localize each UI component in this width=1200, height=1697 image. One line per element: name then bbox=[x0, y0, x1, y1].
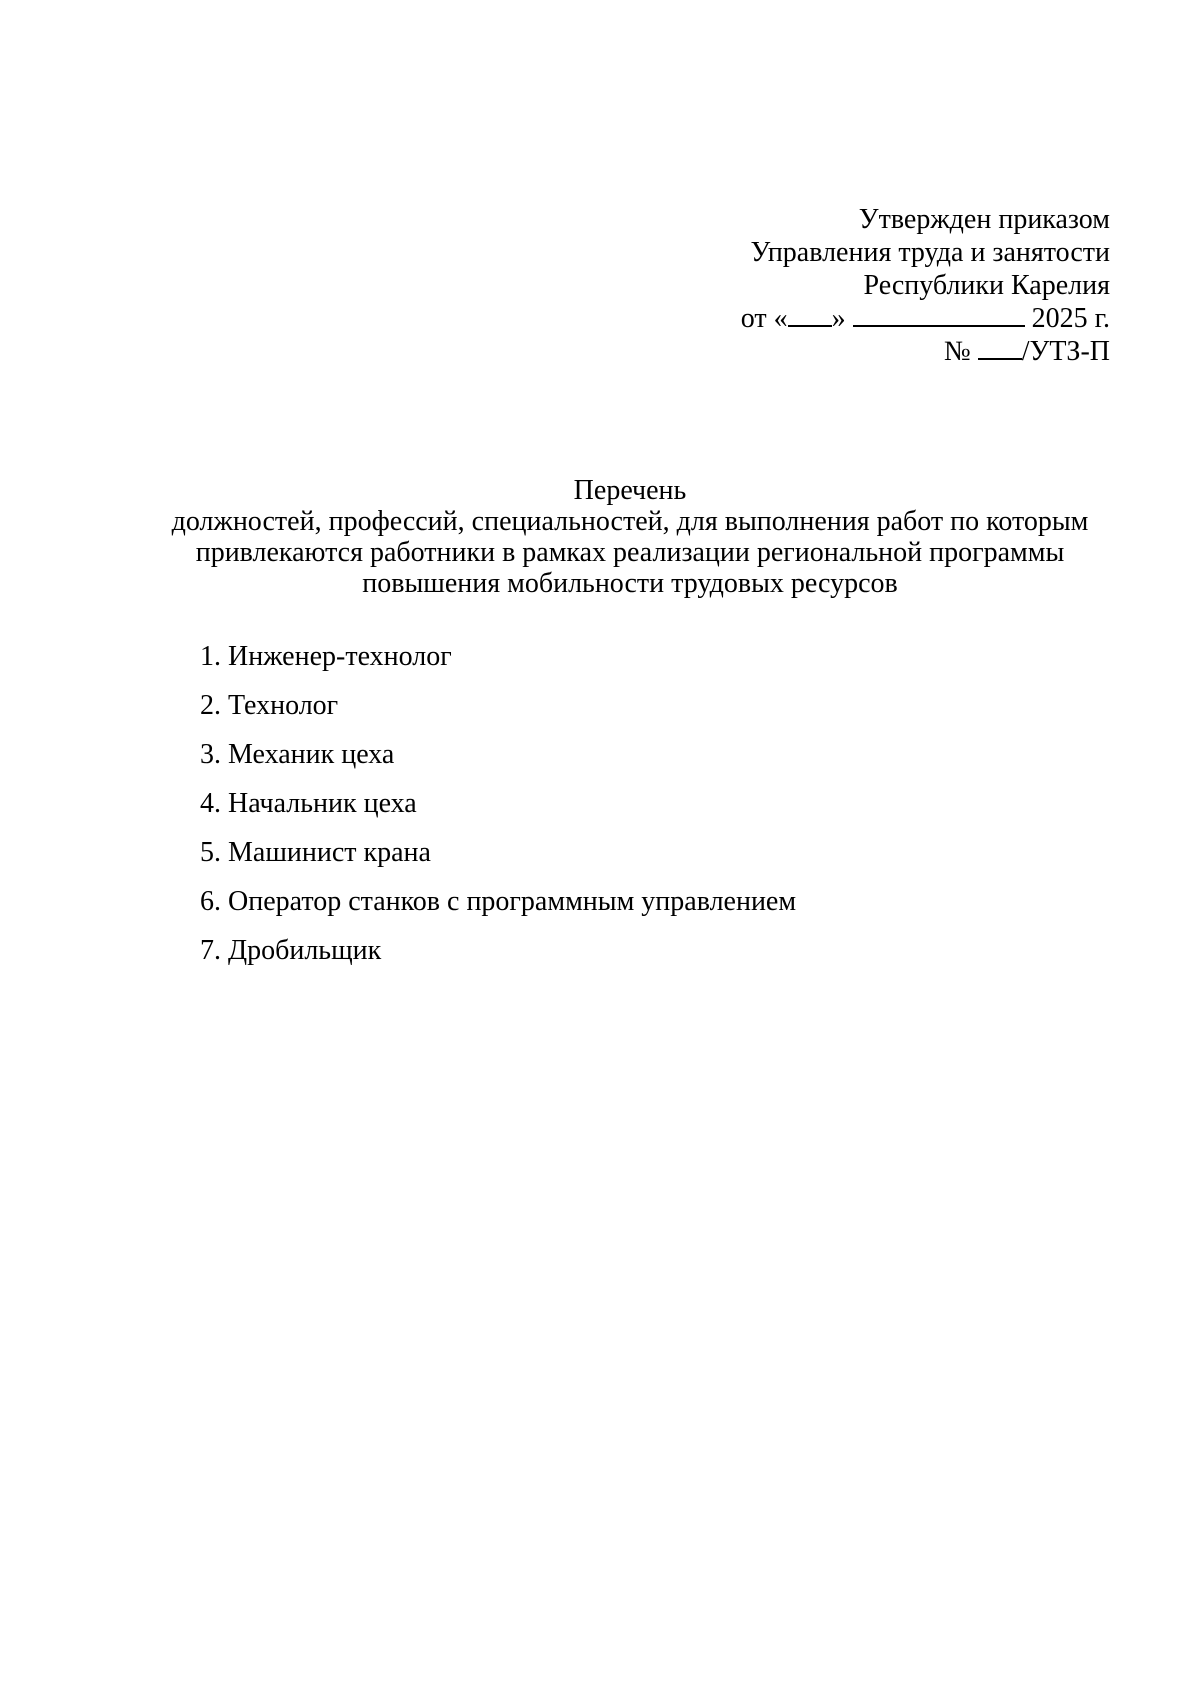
approval-line-2: Управления труда и занятости bbox=[750, 237, 1110, 268]
professions-list bbox=[200, 640, 796, 983]
approval-stamp-block bbox=[741, 203, 1110, 368]
date-mid: » bbox=[831, 303, 846, 334]
document-title bbox=[0, 475, 1200, 599]
title-line-1: должностей, профессий, специальностей, для выполнения работ по которым bbox=[171, 506, 1089, 537]
title-line-2: привлекаются работники в рамках реализации региональной программы bbox=[195, 537, 1065, 568]
number-prefix: № bbox=[944, 336, 971, 367]
list-item: 3. Механик цеха bbox=[200, 739, 395, 770]
list-item: 4. Начальник цеха bbox=[200, 788, 417, 819]
title-heading: Перечень bbox=[573, 475, 687, 506]
list-item: 1. Инженер-технолог bbox=[200, 641, 452, 672]
number-blank bbox=[978, 336, 1022, 360]
number-suffix: /УТЗ-П bbox=[1021, 336, 1110, 367]
list-item: 5. Машинист крана bbox=[200, 837, 431, 868]
title-line-3: повышения мобильности трудовых ресурсов bbox=[362, 568, 898, 599]
approval-line-1: Утвержден приказом bbox=[858, 204, 1110, 235]
day-blank bbox=[788, 303, 832, 327]
list-item: 6. Оператор станков с программным управлением bbox=[200, 886, 797, 917]
approval-line-3: Республики Карелия bbox=[863, 270, 1110, 301]
list-item: 7. Дробильщик bbox=[200, 935, 382, 966]
month-blank bbox=[853, 303, 1025, 327]
approval-date-line bbox=[741, 302, 1110, 335]
list-item: 2. Технолог bbox=[200, 690, 339, 721]
approval-number-line bbox=[741, 335, 1110, 368]
date-prefix: от « bbox=[740, 303, 788, 334]
date-year: 2025 г. bbox=[1031, 303, 1110, 334]
